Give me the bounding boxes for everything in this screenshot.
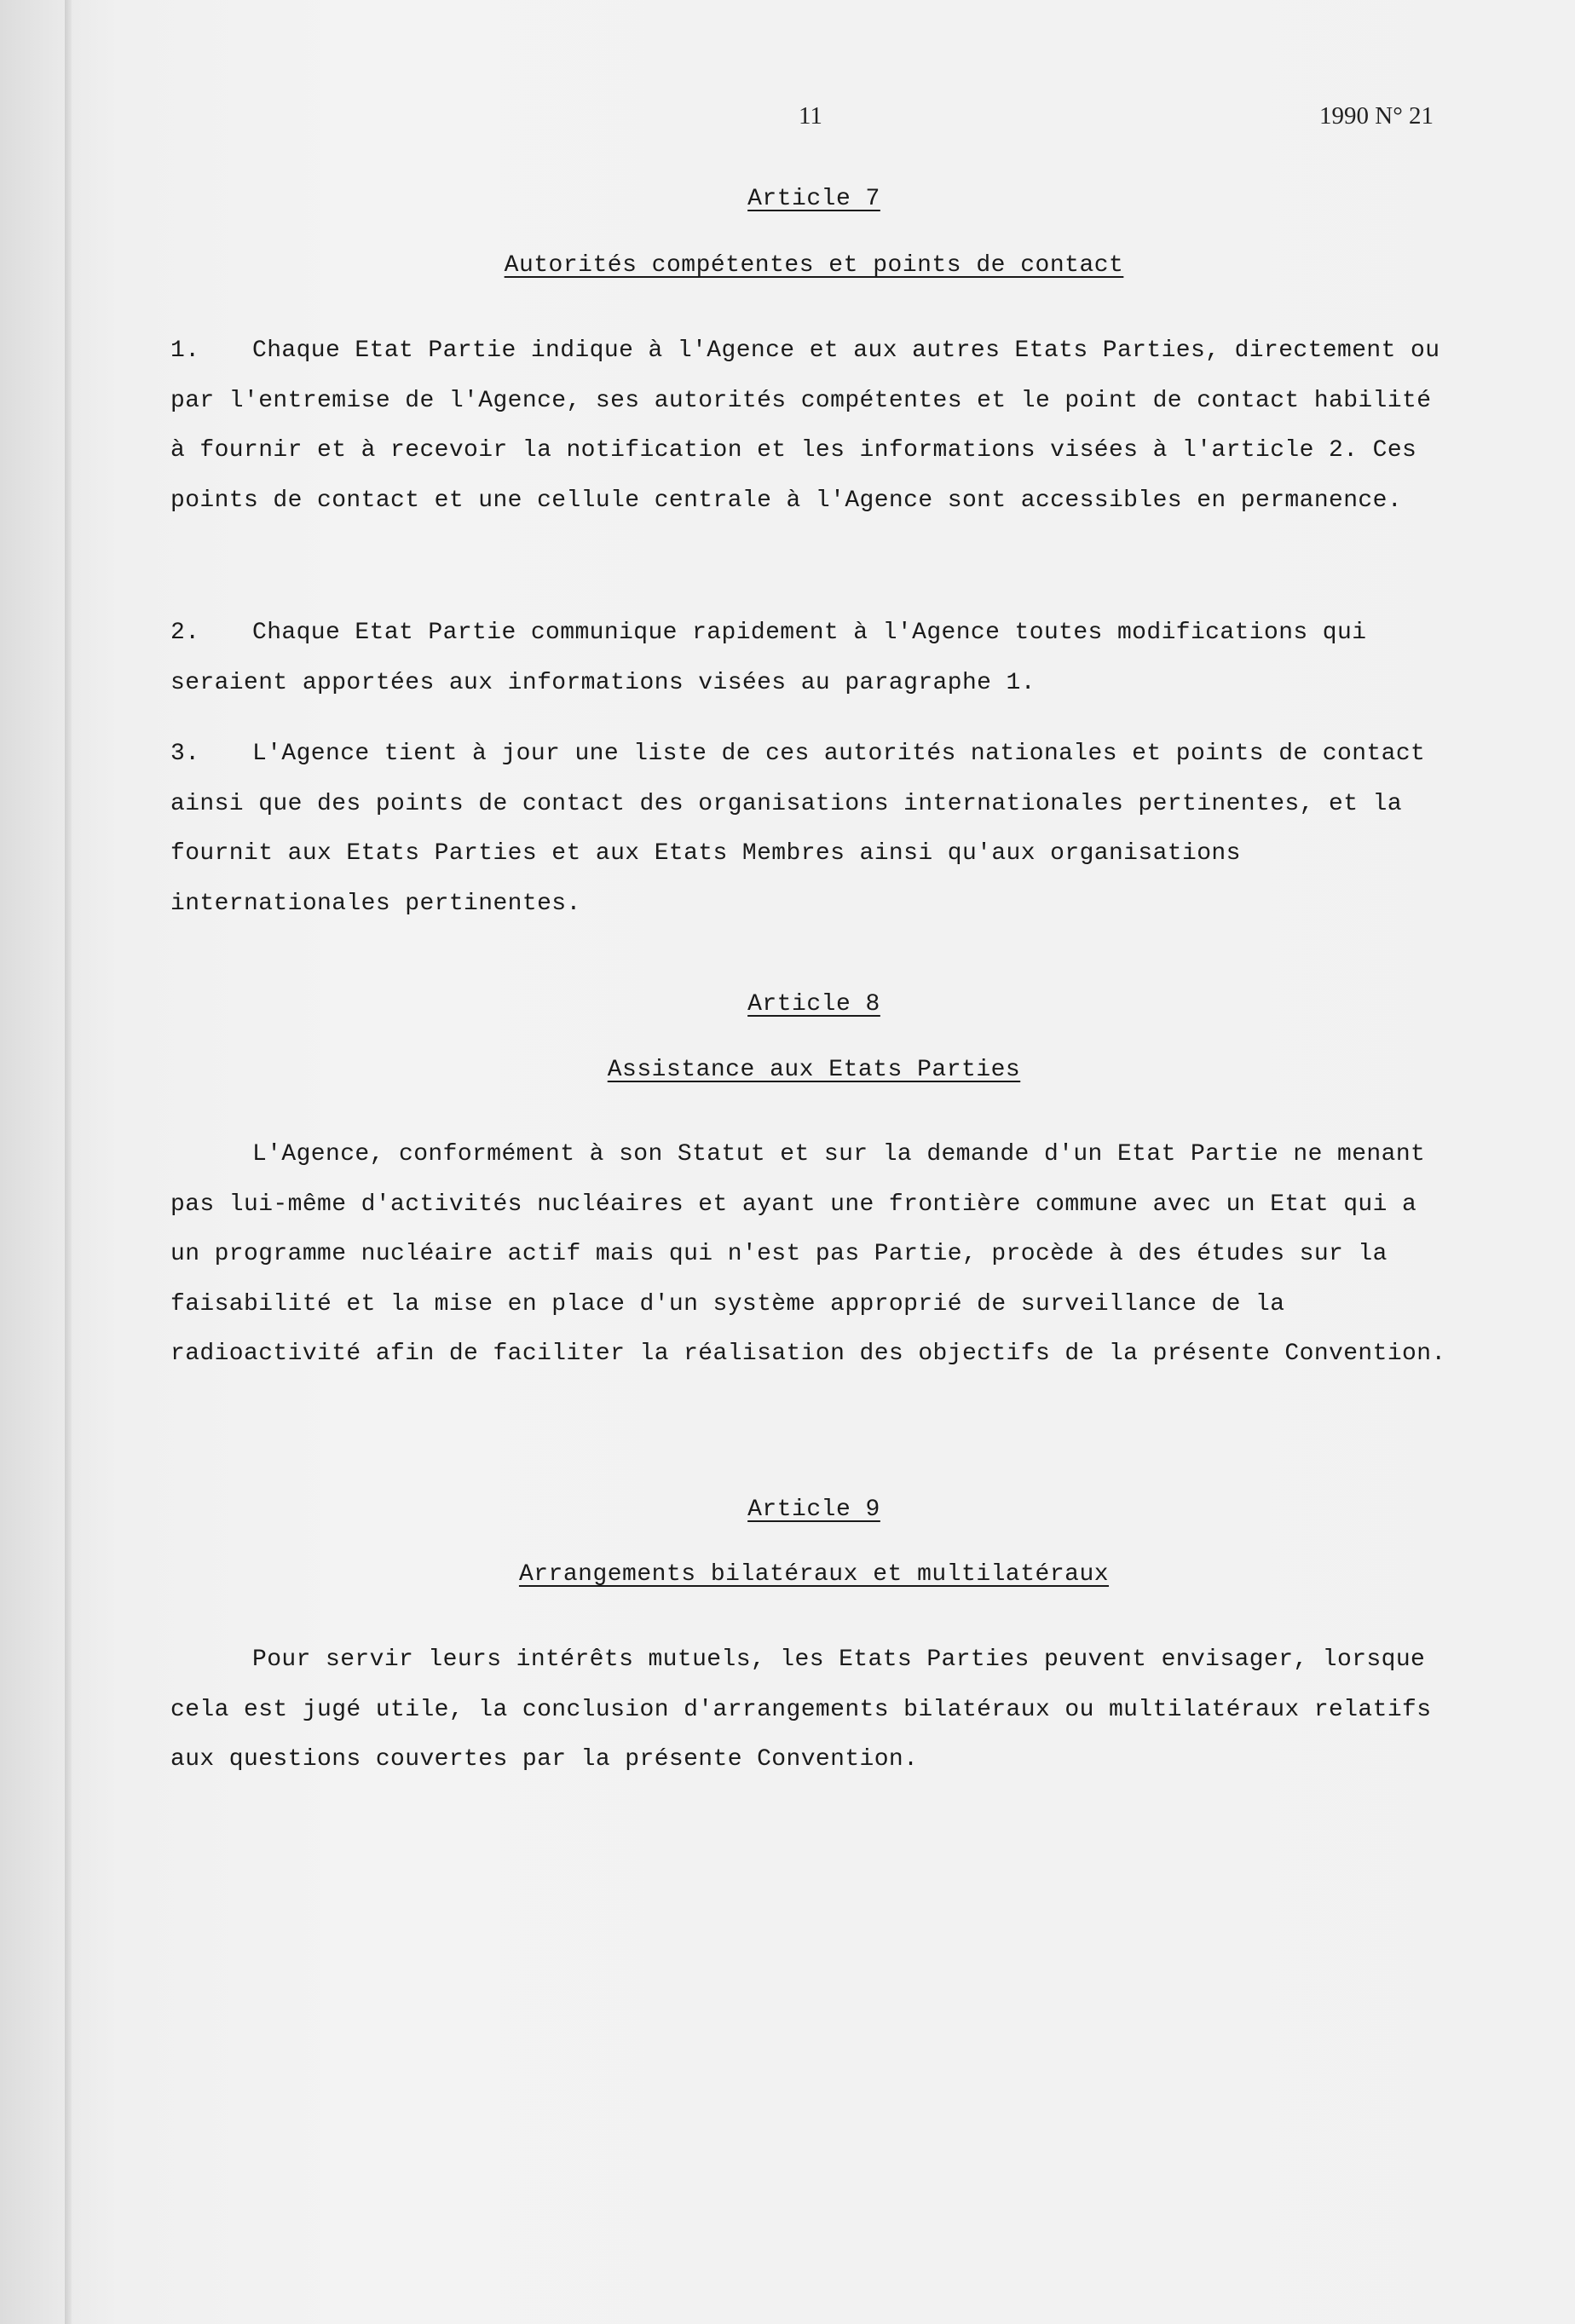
paragraph-text: Chaque Etat Partie communique rapidement à l'Agence toutes modifications qui seraient apportées aux informations visées au paragraphe 1. [170, 620, 1367, 696]
article-9-title: Article 9 [747, 1496, 880, 1523]
article-8-title: Article 8 [747, 991, 880, 1018]
article-7-paragraph-3 [170, 729, 1457, 929]
page-number: 11 [799, 102, 822, 130]
page-binding-edge [65, 0, 72, 2324]
article-7-subtitle: Autorités compétentes et points de contact [504, 252, 1124, 279]
article-8-paragraph: L'Agence, conformément à son Statut et sur la demande d'un Etat Partie ne menant pas lui-même d'activités nucléaires et ayant une frontière commune avec un Etat qui a un programme nucléaire actif mais qui n'est pas Partie, procède à des études sur la faisabilité et la mise en place d'un système approprié de surveillance de la radioactivité afin de faciliter la réalisation des objectifs de la présente Convention. [170, 1141, 1446, 1367]
paragraph-number: 1. [170, 337, 200, 364]
document-reference: 1990 N° 21 [1319, 102, 1434, 130]
article-7-paragraph-1 [170, 326, 1457, 526]
article-7-paragraph-2 [170, 608, 1457, 708]
article-9-subtitle: Arrangements bilatéraux et multilatéraux [518, 1561, 1110, 1588]
paragraph-number: 2. [170, 620, 200, 646]
article-7-title: Article 7 [747, 186, 880, 212]
paragraph-text: Chaque Etat Partie indique à l'Agence et aux autres Etats Parties, directement ou par l'entremise de l'Agence, ses autorités compétentes et le point de contact habilité à fournir et à recevoir la notification et les informations visées à l'article 2. Ces points de contact et une cellule centrale à l'Agence sont accessibles en permanence. [170, 337, 1440, 514]
article-8-subtitle: Assistance aux Etats Parties [607, 1057, 1021, 1083]
paragraph-number: 3. [170, 741, 200, 767]
article-9-paragraph: Pour servir leurs intérêts mutuels, les Etats Parties peuvent envisager, lorsque cela est jugé utile, la conclusion d'arrangements bilatéraux ou multilatéraux relatifs aux questions couvertes par la présente Convention. [170, 1646, 1432, 1773]
paragraph-text: L'Agence tient à jour une liste de ces autorités nationales et points de contact ainsi que des points de contact des organisations internationales pertinentes, et la fournit aux Etats Parties et aux Etats Membres ainsi qu'aux organisations internationales pertinentes. [170, 741, 1426, 917]
